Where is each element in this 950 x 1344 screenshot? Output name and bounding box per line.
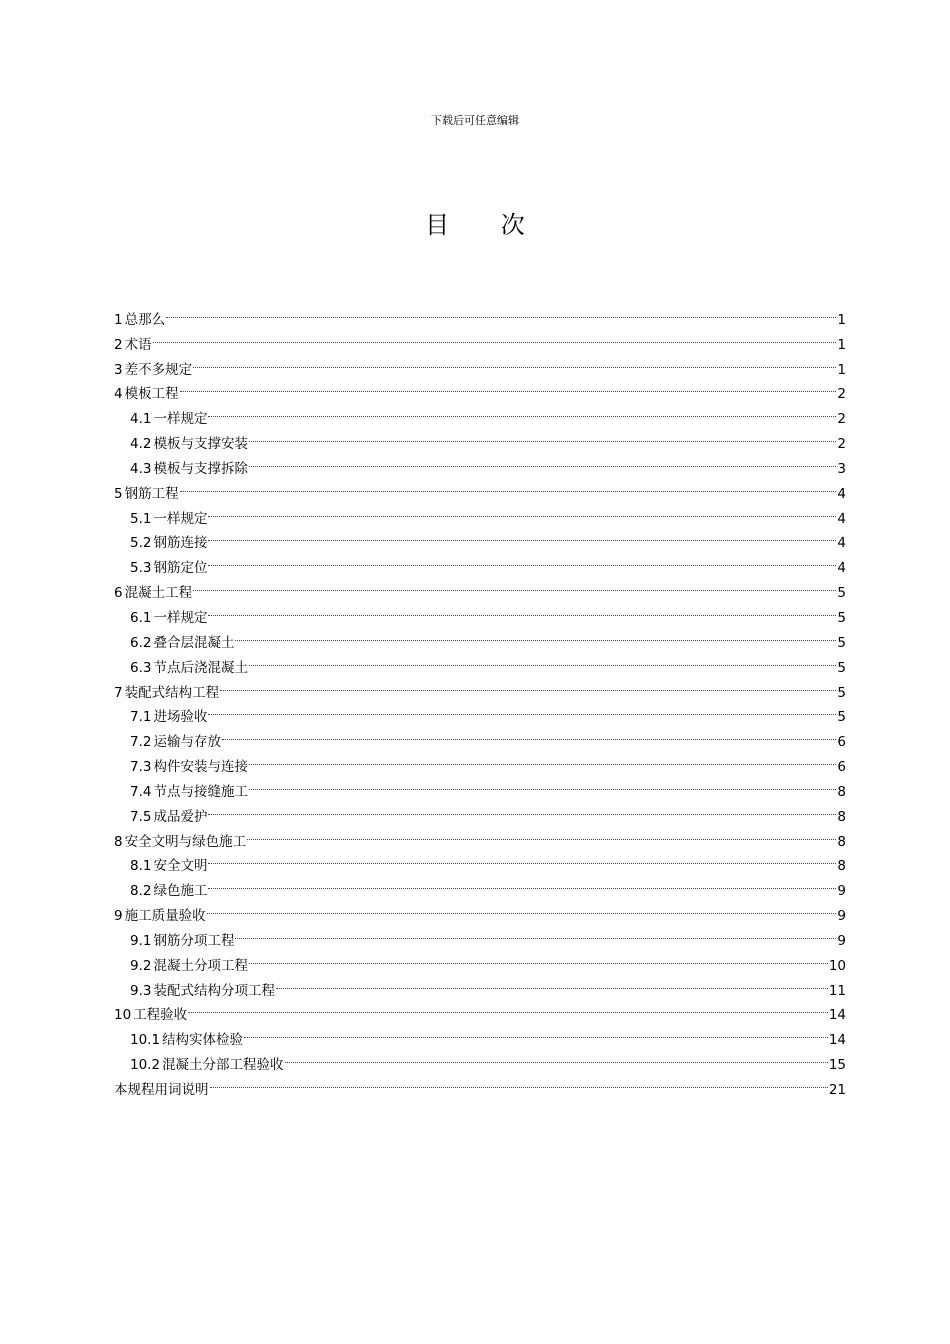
toc-entry[interactable] [114,672,846,701]
toc-dot-leader [192,572,837,597]
toc-entry-number: 9.1 [130,932,152,949]
toc-entry-page-number: 5 [837,585,846,602]
toc-entry[interactable] [114,995,846,1024]
toc-entry-page-number: 9 [837,908,846,925]
toc-dot-leader [207,796,837,821]
toc-entry[interactable] [114,398,846,428]
toc-entry-page-number: 9 [837,883,846,900]
toc-entry-title: 结构实体检验 [162,1032,244,1049]
toc-entry-page-number: 5 [837,634,846,651]
toc-entry-page-number: 2 [837,411,846,428]
toc-entry-number: 7.3 [130,759,152,776]
toc-entry-title: 装配式结构工程 [124,684,220,701]
toc-entry-page-number: 1 [837,336,846,353]
toc-entry-number: 8 [114,833,123,850]
toc-entry-page-number: 5 [837,684,846,701]
toc-entry-title: 模板与支撑拆除 [153,460,248,477]
toc-entry-title: 绿色施工 [153,883,208,900]
toc-entry-number: 9 [114,908,123,925]
toc-entry-number: 8.2 [130,883,152,900]
toc-dot-leader [221,721,837,746]
toc-entry[interactable] [114,324,846,353]
toc-entry-title: 总那么 [124,311,166,328]
toc-dot-leader [248,746,837,771]
toc-entry-title: 施工质量验收 [124,908,206,925]
toc-entry[interactable] [114,547,846,577]
toc-entry-page-number: 6 [837,734,846,751]
toc-entry-page-number: 2 [837,386,846,403]
toc-entry-number: 3 [114,361,123,378]
toc-entry[interactable] [114,423,846,453]
toc-dot-leader [207,870,837,895]
toc-dot-leader [165,299,837,324]
toc-entry-number: 10.2 [130,1057,161,1074]
toc-entry[interactable] [114,1019,846,1049]
toc-entry-number: 6.3 [130,659,152,676]
toc-dot-leader [207,547,837,572]
toc-entry-number: 5 [114,485,123,502]
page-header-note: 下载后可任意编辑 [431,114,519,127]
toc-entry-title: 模板与支撑安装 [153,436,248,453]
toc-entry[interactable] [114,1069,846,1098]
toc-entry-number: 9.3 [130,982,152,999]
toc-dot-leader [248,448,837,473]
toc-entry[interactable] [114,846,846,875]
toc-entry[interactable] [114,697,846,726]
toc-dot-leader [207,498,837,523]
toc-entry-title: 钢筋工程 [124,485,179,502]
toc-entry-title: 一样规定 [153,510,208,527]
toc-dot-leader [206,895,838,920]
toc-entry-number: 7 [114,684,123,701]
toc-entry-title: 模板工程 [124,386,179,403]
toc-entry-title: 术语 [124,336,152,353]
toc-dot-leader [207,846,837,871]
toc-entry-number: 9.2 [130,957,152,974]
toc-dot-leader [207,697,837,722]
toc-entry-title: 工程验收 [133,1007,188,1024]
toc-entry-page-number: 8 [837,808,846,825]
toc-dot-leader [234,622,837,647]
toc-entry-number: 6.2 [130,634,152,651]
toc-entry-number: 7.4 [130,783,152,800]
toc-entry-page-number: 21 [828,1082,846,1098]
toc-entry-number: 7.2 [130,734,152,751]
toc-entry-title: 混凝土工程 [124,585,193,602]
toc-entry-page-number: 15 [828,1057,846,1074]
toc-dot-leader [179,374,838,399]
toc-entry[interactable] [114,821,846,850]
toc-entry[interactable] [114,895,846,925]
toc-entry[interactable] [114,498,846,527]
toc-entry-title: 叠合层混凝土 [153,634,235,651]
toc-entry-title: 节点与接缝施工 [153,783,248,800]
toc-entry-page-number: 4 [837,535,846,552]
toc-dot-leader [207,597,837,622]
toc-entry[interactable] [114,870,846,900]
toc-dot-leader [284,1044,829,1069]
toc-dot-leader [207,523,837,548]
toc-entry-title: 一样规定 [153,411,208,428]
toc-entry-title: 进场验收 [153,709,208,726]
toc-entry[interactable] [114,349,846,378]
toc-entry-number: 10 [114,1007,132,1024]
toc-entry-number: 4.3 [130,460,152,477]
toc-entry-title: 差不多规定 [124,361,193,378]
toc-dot-leader [234,920,837,945]
toc-entry-number: 10.1 [130,1032,161,1049]
toc-entry[interactable] [114,374,846,403]
toc-dot-leader [179,473,838,498]
toc-dot-leader [219,672,837,697]
toc-entry-page-number: 4 [837,510,846,527]
toc-entry-number: 1 [114,311,123,328]
toc-dot-leader [248,423,837,448]
toc-entry[interactable] [114,473,846,502]
page-title: 目 次 [425,211,547,239]
toc-entry-title: 装配式结构分项工程 [153,982,275,999]
toc-entry-title: 本规程用词说明 [114,1082,209,1098]
toc-dot-leader [207,398,837,423]
toc-entry-number: 7.5 [130,808,152,825]
toc-entry-number: 5.2 [130,535,152,552]
toc-entry-number: 4.2 [130,436,152,453]
toc-dot-leader [248,647,837,672]
toc-entry-page-number: 2 [837,436,846,453]
toc-entry-page-number: 5 [837,709,846,726]
toc-entry-number: 6 [114,585,123,602]
toc-entry-page-number: 14 [828,1007,846,1024]
toc-dot-leader [246,821,837,846]
toc-entry-title: 混凝土分部工程验收 [162,1057,284,1074]
toc-entry[interactable] [114,746,846,776]
toc-entry-page-number: 10 [828,957,846,974]
toc-entry-page-number: 5 [837,659,846,676]
toc-entry-title: 钢筋连接 [153,535,208,552]
toc-entry-number: 4.1 [130,411,152,428]
toc-entry[interactable] [114,572,846,602]
toc-entry[interactable] [114,622,846,651]
toc-entry[interactable] [114,299,846,328]
toc-entry-number: 5.3 [130,560,152,577]
toc-entry-title: 构件安装与连接 [153,759,248,776]
toc-dot-leader [187,995,829,1020]
toc-entry-title: 安全文明与绿色施工 [124,833,247,850]
toc-entry-number: 8.1 [130,858,152,875]
toc-entry-title: 钢筋定位 [153,560,208,577]
toc-entry[interactable] [114,523,846,552]
toc-entry-title: 一样规定 [153,609,208,626]
toc-entry-number: 7.1 [130,709,152,726]
toc-entry-page-number: 4 [837,560,846,577]
toc-entry-page-number: 1 [837,311,846,328]
toc-dot-leader [192,349,837,374]
toc-entry-page-number: 11 [828,982,846,999]
toc-entry-page-number: 4 [837,485,846,502]
toc-entry-title: 节点后浇混凝土 [153,659,248,676]
toc-entry-title: 混凝土分项工程 [153,957,248,974]
toc-entry[interactable] [114,920,846,949]
toc-entry-number: 4 [114,386,123,403]
toc-entry-title: 成品爱护 [153,808,208,825]
toc-entry-number: 6.1 [130,609,152,626]
toc-entry-page-number: 1 [837,361,846,378]
toc-entry-page-number: 3 [837,460,846,477]
toc-dot-leader [209,1069,829,1094]
toc-dot-leader [152,324,838,349]
toc-entry-title: 钢筋分项工程 [153,932,235,949]
toc-dot-leader [275,970,829,995]
toc-dot-leader [248,771,837,796]
toc-entry[interactable] [114,597,846,626]
toc-entry-page-number: 6 [837,759,846,776]
toc-entry-number: 5.1 [130,510,152,527]
toc-dot-leader [248,945,829,970]
toc-entry-page-number: 9 [837,932,846,949]
toc-entry[interactable] [114,796,846,825]
toc-entry-page-number: 8 [837,783,846,800]
table-of-contents [114,299,846,1098]
toc-entry-title: 安全文明 [153,858,208,875]
toc-entry-title: 运输与存放 [153,734,221,751]
toc-entry-page-number: 5 [837,609,846,626]
toc-entry-page-number: 8 [837,858,846,875]
toc-entry-page-number: 8 [837,833,846,850]
toc-entry-number: 2 [114,336,123,353]
toc-entry-page-number: 14 [828,1032,846,1049]
toc-dot-leader [243,1019,829,1044]
toc-entry[interactable] [114,721,846,751]
